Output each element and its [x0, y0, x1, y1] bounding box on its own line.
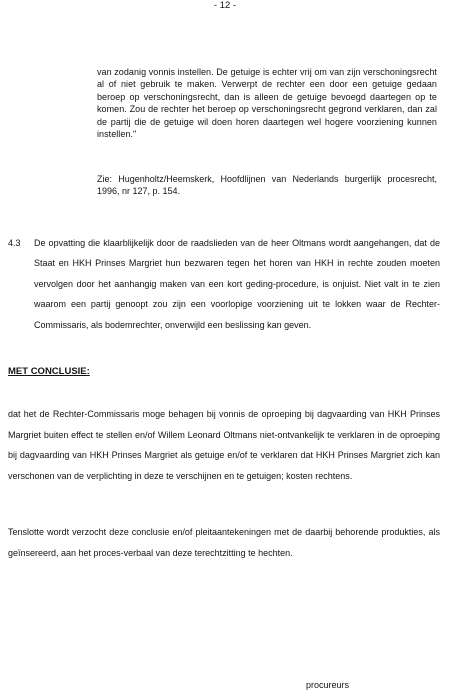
citation-text: Zie: Hugenholtz/Heemskerk, Hoofdlijnen van Nederlands burgerlijk procesrecht, 1996, nr 127, p. 154. [97, 174, 437, 197]
section-4-3 [8, 233, 440, 335]
page-number: - 12 - [213, 0, 237, 11]
closing-paragraph [8, 522, 440, 563]
conclusion-paragraph [8, 404, 440, 486]
citation [97, 173, 437, 198]
conclusion-text: dat het de Rechter-Commissaris moge behagen bij vonnis de oproeping bij dagvaarding van HKH Prinses Margriet buiten effect te stellen en/of Willem Leonard Oltmans niet-ontvankelijk te verklaren in de oproeping bij dagvaarding van HKH Prinses Margriet als getuige en/of te verklaren dat HKH Prinses Margriet zich kan verschonen van de verplichting in deze te verschijnen en te getuigen; kosten rechtens. [8, 409, 440, 481]
section-body: De opvatting die klaarblijkelijk door de raadslieden van de heer Oltmans wordt aangehangen, dat de Staat en HKH Prinses Margriet hun bezwaren tegen het horen van HKH in rechte zouden moeten vervolgen door het aanhangig maken van een kort geding-procedure, is onjuist. Niet valt in te zien waarom een partij genoopt zou zijn een voorlopige voorziening uit te lokken waar de Rechter-Commissaris, als bodemrechter, onverwijld een beslissing kan geven. [34, 238, 440, 330]
conclusion-heading: MET CONCLUSIE: [8, 366, 90, 377]
quote-block [97, 66, 437, 140]
quote-text: van zodanig vonnis instellen. De getuige is echter vrij om van zijn verschoningsrecht al of niet gebruik te maken. Verwerpt de rechter een door een getuige gedaan beroep op verschoningsrecht, dan is alleen de getuige bevoegd daartegen op te komen. Zou de rechter het beroep op verschoningsrecht gegrond verklaren, dan zal de partij die de getuige wil doen horen daartegen wel hogere voorziening kunnen instellen." [97, 67, 437, 140]
section-number: 4.3 [8, 238, 21, 248]
closing-text: Tenslotte wordt verzocht deze conclusie en/of pleitaantekeningen met de daarbij behorende produkties, als geïnsereerd, aan het proces-verbaal van deze terechtzitting te hechten. [8, 527, 440, 558]
signature: procureurs [306, 680, 350, 690]
